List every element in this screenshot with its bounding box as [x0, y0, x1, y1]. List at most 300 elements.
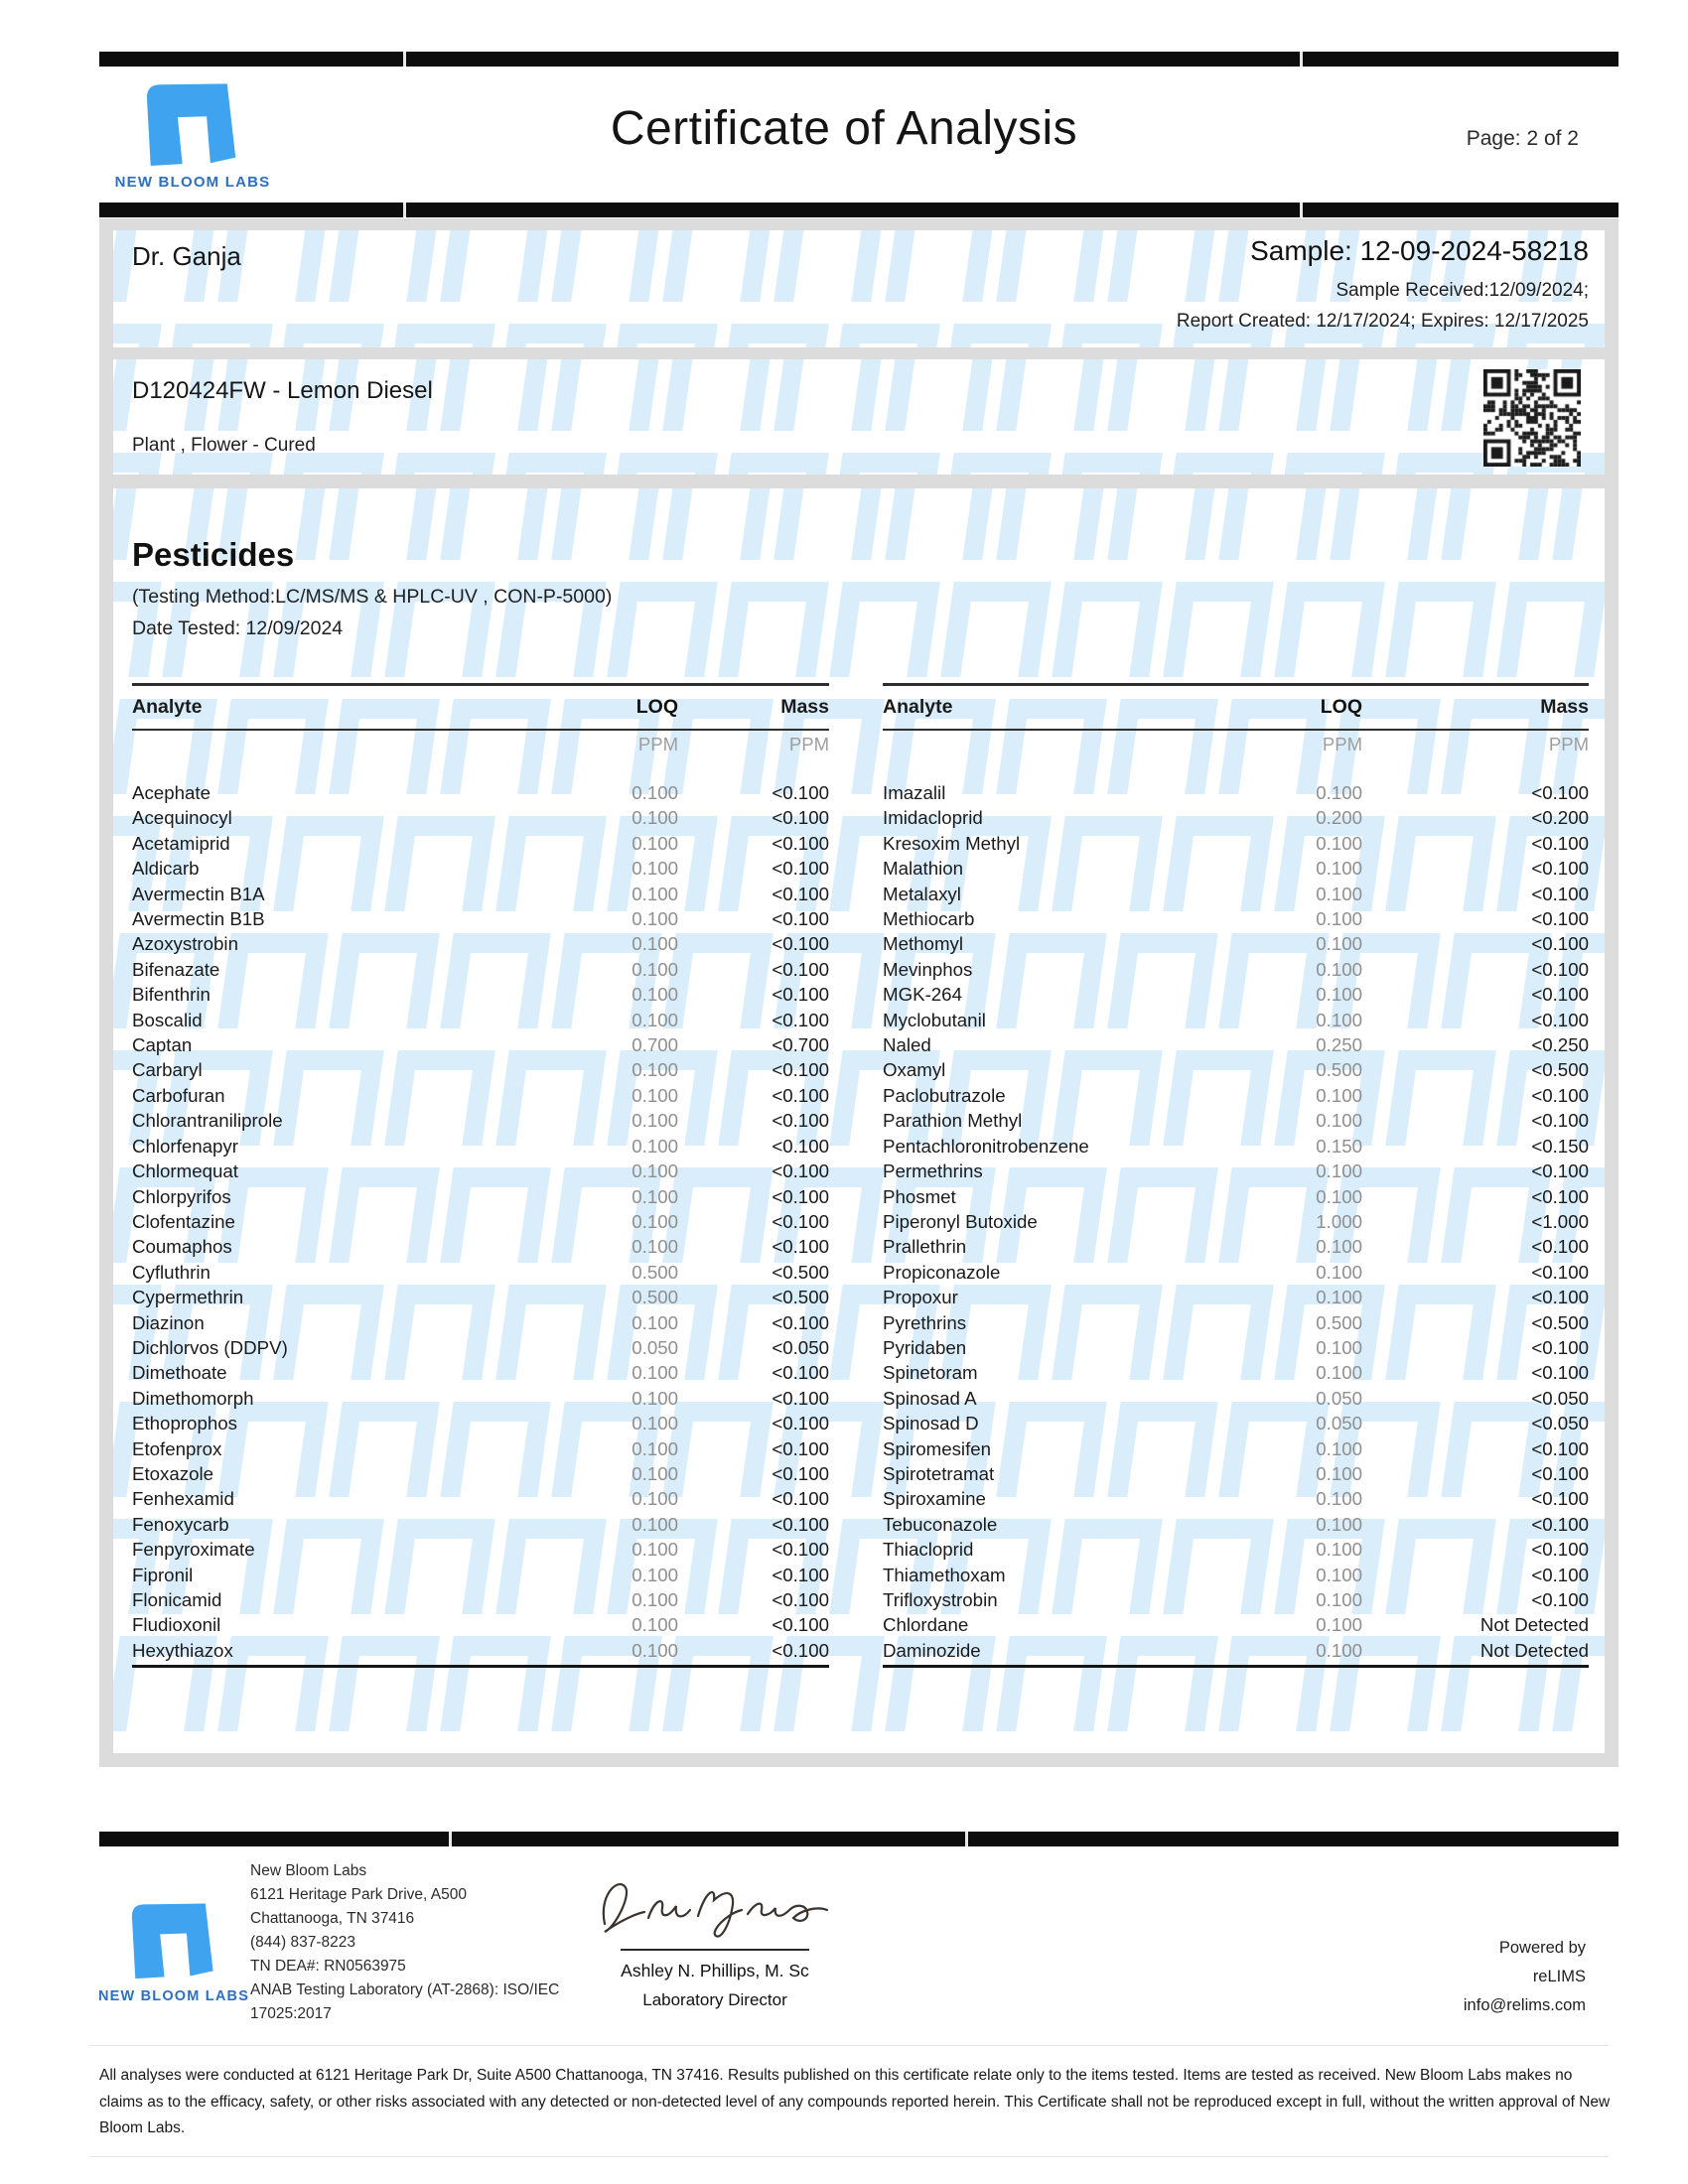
mass-cell: <0.100: [1531, 908, 1589, 930]
mass-cell: <0.100: [772, 958, 829, 980]
pesticide-row: [132, 1537, 829, 1562]
loq-cell: 0.100: [632, 1564, 678, 1585]
mass-cell: Not Detected: [1479, 1639, 1589, 1661]
pesticide-row: [132, 1184, 829, 1209]
pesticide-row: [132, 1134, 829, 1159]
analyte-cell: Spinetoram: [883, 1362, 978, 1384]
mass-cell: <0.050: [1531, 1387, 1589, 1409]
mass-cell: Not Detected: [1479, 1614, 1589, 1636]
loq-cell: 0.150: [1316, 1135, 1362, 1157]
analyte-cell: Mevinphos: [883, 958, 973, 980]
loq-cell: 0.100: [632, 1639, 678, 1661]
sample-received: Sample Received:12/09/2024;: [1336, 280, 1589, 301]
header-divider-bar: [99, 203, 1618, 217]
mass-cell: <0.100: [1531, 1362, 1589, 1384]
analyte-cell: Bifenthrin: [132, 984, 211, 1006]
mass-cell: <0.500: [772, 1287, 829, 1308]
loq-cell: 0.100: [1316, 782, 1362, 803]
section-header: [132, 536, 612, 640]
mass-cell: <0.100: [772, 984, 829, 1006]
mass-cell: <0.500: [772, 1261, 829, 1283]
mass-cell: <0.100: [772, 1462, 829, 1484]
loq-cell: 0.100: [1316, 1362, 1362, 1384]
pesticide-row: [883, 1159, 1589, 1183]
disclaimer-bottom-rule: [89, 2156, 1609, 2157]
analyte-cell: Clofentazine: [132, 1210, 235, 1232]
mass-cell: <0.100: [772, 908, 829, 930]
pesticide-row: [132, 1083, 829, 1108]
analyte-cell: Metalaxyl: [883, 883, 961, 904]
pesticide-row: [883, 831, 1589, 856]
footer-logo-caption: NEW BLOOM LABS: [97, 1988, 250, 2004]
loq-header: LOQ: [635, 696, 678, 718]
analyte-cell: Avermectin B1B: [132, 908, 265, 930]
analyte-cell: Thiacloprid: [883, 1539, 974, 1561]
mass-cell: <0.100: [1531, 1009, 1589, 1030]
analyte-cell: Acequinocyl: [132, 807, 232, 829]
mass-cell: <0.100: [772, 1236, 829, 1258]
analyte-cell: Fenoxycarb: [132, 1513, 229, 1535]
mass-header: Mass: [780, 696, 829, 718]
mass-cell: <0.100: [1531, 782, 1589, 803]
mass-cell: <0.100: [1531, 1287, 1589, 1308]
product-type: Plant , Flower - Cured: [132, 435, 316, 456]
pesticide-row: [132, 1436, 829, 1461]
pesticide-row: [132, 1638, 829, 1663]
analyte-cell: Chlordane: [883, 1614, 969, 1636]
analyte-cell: Coumaphos: [132, 1236, 232, 1258]
lab-info-line: New Bloom Labs: [250, 1862, 367, 1879]
loq-cell: 0.100: [632, 1059, 678, 1081]
loq-cell: 0.100: [632, 1614, 678, 1636]
analyte-cell: Spinosad A: [883, 1387, 977, 1409]
analyte-cell: Naled: [883, 1034, 931, 1056]
analyte-cell: Phosmet: [883, 1185, 956, 1207]
analyte-cell: Imazalil: [883, 782, 946, 803]
analyte-cell: Methiocarb: [883, 908, 975, 930]
mass-cell: <0.100: [772, 1589, 829, 1610]
loq-cell: 0.100: [1316, 1639, 1362, 1661]
loq-cell: 0.100: [632, 832, 678, 854]
loq-cell: 0.100: [1316, 933, 1362, 955]
analyte-cell: Methomyl: [883, 933, 964, 955]
analyte-cell: Etofenprox: [132, 1437, 222, 1459]
analyte-cell: Myclobutanil: [883, 1009, 986, 1030]
loq-cell: 0.100: [632, 1413, 678, 1434]
loq-cell: 0.100: [1316, 1185, 1362, 1207]
analyte-cell: Piperonyl Butoxide: [883, 1210, 1038, 1232]
mass-cell: <0.100: [772, 1564, 829, 1585]
analyte-cell: Avermectin B1A: [132, 883, 265, 904]
sample-id: Sample: 12-09-2024-58218: [1250, 235, 1589, 266]
analyte-cell: Acetamiprid: [132, 832, 230, 854]
loq-cell: 0.100: [1316, 1488, 1362, 1510]
loq-cell: 0.100: [632, 858, 678, 880]
loq-cell: 0.100: [632, 1462, 678, 1484]
signature-block: [586, 1866, 844, 2010]
loq-cell: 0.100: [632, 1185, 678, 1207]
pesticide-row: [132, 1234, 829, 1259]
pesticide-row: [883, 1083, 1589, 1108]
analyte-cell: Pyridaben: [883, 1336, 967, 1358]
pesticide-row: [132, 1486, 829, 1511]
powered-by-block: [1464, 1934, 1586, 2020]
pesticide-row: [883, 1486, 1589, 1511]
pesticide-row: [883, 1008, 1589, 1032]
loq-unit: PPM: [1322, 733, 1362, 754]
pesticide-row: [132, 1209, 829, 1234]
signature-icon: [591, 1866, 839, 1944]
lab-address-block: [250, 1859, 559, 2026]
mass-cell: <0.100: [1531, 1539, 1589, 1561]
logo-caption: NEW BLOOM LABS: [114, 174, 271, 191]
mass-cell: <0.250: [1531, 1034, 1589, 1056]
pesticide-row: [132, 856, 829, 881]
pesticide-row: [883, 1461, 1589, 1486]
analyte-cell: Dimethoate: [132, 1362, 227, 1384]
pesticide-row: [132, 1310, 829, 1335]
mass-cell: <0.100: [772, 1135, 829, 1157]
pesticide-row: [883, 1285, 1589, 1309]
qr-code: [1483, 369, 1581, 467]
footer-lab-logo: [84, 1894, 263, 2004]
mass-cell: <0.100: [1531, 958, 1589, 980]
loq-cell: 0.100: [1316, 1539, 1362, 1561]
mass-cell: <0.200: [1531, 807, 1589, 829]
loq-cell: 0.100: [1316, 832, 1362, 854]
pesticide-row: [883, 856, 1589, 881]
loq-unit: PPM: [637, 733, 678, 754]
loq-cell: 0.100: [1316, 1336, 1362, 1358]
analyte-cell: Propoxur: [883, 1287, 958, 1308]
pesticide-row: [132, 780, 829, 805]
analyte-cell: Hexythiazox: [132, 1639, 233, 1661]
analyte-cell: Parathion Methyl: [883, 1110, 1023, 1132]
loq-cell: 0.100: [632, 1084, 678, 1106]
analyte-cell: Fludioxonil: [132, 1614, 221, 1636]
mass-cell: <0.100: [772, 858, 829, 880]
client-sample-card: [113, 230, 1605, 347]
pesticide-row: [132, 1587, 829, 1612]
testing-method: (Testing Method:LC/MS/MS & HPLC-UV , CON-P-5000): [132, 586, 613, 608]
mass-cell: <0.500: [1531, 1311, 1589, 1333]
mass-cell: <0.100: [772, 1513, 829, 1535]
analyte-cell: Acephate: [132, 782, 211, 803]
mass-cell: <0.100: [1531, 1160, 1589, 1182]
pesticide-row: [883, 1587, 1589, 1612]
mass-cell: <0.050: [1531, 1413, 1589, 1434]
pesticide-row: [883, 1134, 1589, 1159]
loq-cell: 0.100: [632, 1210, 678, 1232]
pesticide-row: [132, 1612, 829, 1637]
page-number: Page: 2 of 2: [1466, 127, 1579, 150]
mass-cell: <0.100: [1531, 1336, 1589, 1358]
date-tested: Date Tested: 12/09/2024: [132, 617, 344, 639]
mass-cell: <0.100: [772, 883, 829, 904]
analyte-cell: Dimethomorph: [132, 1387, 254, 1409]
analyte-cell: Carbofuran: [132, 1084, 225, 1106]
analyte-cell: Spinosad D: [883, 1413, 979, 1434]
pesticide-row: [132, 1057, 829, 1082]
pesticide-row: [883, 1638, 1589, 1663]
pesticide-row: [883, 1512, 1589, 1537]
analyte-cell: Etoxazole: [132, 1462, 214, 1484]
analyte-cell: Oxamyl: [883, 1059, 946, 1081]
lab-info-line: Chattanooga, TN 37416: [250, 1910, 415, 1927]
mass-cell: <0.050: [772, 1336, 829, 1358]
pesticide-row: [132, 1032, 829, 1057]
loq-cell: 0.100: [632, 1589, 678, 1610]
loq-cell: 0.100: [632, 1513, 678, 1535]
analyte-cell: Chlorantraniliprole: [132, 1110, 283, 1132]
analyte-cell: Spiroxamine: [883, 1488, 986, 1510]
pesticide-row: [883, 1537, 1589, 1562]
pesticide-row: [883, 931, 1589, 956]
loq-cell: 0.100: [1316, 1614, 1362, 1636]
pesticide-row: [132, 831, 829, 856]
pesticide-row: [883, 1108, 1589, 1133]
loq-cell: 0.100: [1316, 1462, 1362, 1484]
analyte-cell: Bifenazate: [132, 958, 220, 980]
pesticide-row: [883, 805, 1589, 830]
mass-cell: <0.100: [772, 1539, 829, 1561]
analyte-cell: Flonicamid: [132, 1589, 222, 1610]
pesticide-row: [883, 1386, 1589, 1411]
pesticide-row: [132, 1335, 829, 1360]
analyte-cell: Chlorpyrifos: [132, 1185, 231, 1207]
analyte-cell: Aldicarb: [132, 858, 200, 880]
loq-cell: 0.100: [1316, 1287, 1362, 1308]
analyte-cell: Chlorfenapyr: [132, 1135, 238, 1157]
footer-divider-bar: [99, 1832, 1618, 1846]
pesticide-row: [883, 957, 1589, 982]
loq-cell: 0.500: [1316, 1059, 1362, 1081]
mass-cell: <0.100: [772, 1639, 829, 1661]
table-header-row: [883, 686, 1589, 729]
loq-cell: 0.100: [1316, 1110, 1362, 1132]
pesticides-table-left: [132, 683, 829, 1668]
loq-cell: 0.250: [1316, 1034, 1362, 1056]
loq-cell: 0.700: [632, 1034, 678, 1056]
loq-cell: 0.050: [632, 1336, 678, 1358]
pesticide-row: [883, 1310, 1589, 1335]
loq-cell: 0.100: [632, 782, 678, 803]
pesticide-row: [883, 1234, 1589, 1259]
loq-cell: 0.100: [1316, 1009, 1362, 1030]
loq-cell: 0.100: [632, 958, 678, 980]
pesticide-row: [883, 1436, 1589, 1461]
table-bottom-rule: [883, 1665, 1589, 1668]
mass-cell: <0.100: [1531, 1110, 1589, 1132]
content-panel: [99, 218, 1618, 1767]
loq-cell: 0.100: [1316, 1513, 1362, 1535]
mass-cell: <0.100: [1531, 1261, 1589, 1283]
powered-by-line: reLIMS: [1532, 1968, 1586, 1985]
pesticides-table-right: [883, 683, 1589, 1668]
pesticide-row: [883, 1411, 1589, 1435]
mass-cell: <0.100: [772, 782, 829, 803]
pesticide-row: [132, 906, 829, 931]
loq-cell: 0.100: [632, 883, 678, 904]
pesticide-row: [883, 1209, 1589, 1234]
pesticide-row: [132, 1285, 829, 1309]
analyte-cell: Daminozide: [883, 1639, 981, 1661]
loq-cell: 0.050: [1316, 1413, 1362, 1434]
units-row: [132, 731, 829, 757]
mass-unit: PPM: [788, 733, 829, 754]
new-bloom-labs-logo-icon: [123, 1894, 224, 1979]
analyte-cell: Thiamethoxam: [883, 1564, 1006, 1585]
pesticide-row: [132, 982, 829, 1007]
analyte-cell: Azoxystrobin: [132, 933, 238, 955]
loq-cell: 0.100: [1316, 908, 1362, 930]
pesticide-row: [883, 780, 1589, 805]
page-title: Certificate of Analysis: [610, 102, 1078, 155]
loq-cell: 0.200: [1316, 807, 1362, 829]
loq-cell: 0.100: [1316, 1437, 1362, 1459]
lab-info-line: 17025:2017: [250, 2005, 332, 2022]
sample-info-block: [1177, 235, 1589, 333]
analyte-cell: Carbaryl: [132, 1059, 203, 1081]
mass-cell: <0.100: [772, 1387, 829, 1409]
analyte-cell: Diazinon: [132, 1311, 205, 1333]
analyte-cell: Kresoxim Methyl: [883, 832, 1021, 854]
analyte-cell: Trifloxystrobin: [883, 1589, 998, 1610]
loq-cell: 0.100: [632, 1009, 678, 1030]
mass-cell: <0.100: [772, 1614, 829, 1636]
mass-cell: <0.100: [1531, 1236, 1589, 1258]
pesticide-row: [883, 1260, 1589, 1285]
mass-cell: <0.100: [772, 1413, 829, 1434]
mass-cell: <0.100: [1531, 858, 1589, 880]
analyte-cell: Cypermethrin: [132, 1287, 244, 1308]
loq-cell: 0.100: [1316, 1160, 1362, 1182]
analyte-cell: Boscalid: [132, 1009, 203, 1030]
product-card: [113, 359, 1605, 475]
mass-cell: <0.100: [772, 1110, 829, 1132]
analyte-cell: Paclobutrazole: [883, 1084, 1006, 1106]
analyte-cell: Tebuconazole: [883, 1513, 998, 1535]
mass-cell: <0.100: [1531, 1185, 1589, 1207]
loq-cell: 0.100: [1316, 1564, 1362, 1585]
loq-cell: 0.100: [632, 1236, 678, 1258]
pesticide-row: [883, 982, 1589, 1007]
analyte-cell: Spiromesifen: [883, 1437, 992, 1459]
pesticide-row: [883, 1057, 1589, 1082]
pesticide-row: [132, 1159, 829, 1183]
loq-cell: 0.500: [1316, 1311, 1362, 1333]
mass-cell: <0.100: [772, 1059, 829, 1081]
mass-cell: <0.100: [772, 1210, 829, 1232]
pesticide-row: [132, 1512, 829, 1537]
mass-cell: <0.100: [772, 1084, 829, 1106]
loq-cell: 0.500: [632, 1287, 678, 1308]
loq-cell: 0.100: [632, 1135, 678, 1157]
loq-cell: 0.100: [632, 984, 678, 1006]
loq-cell: 0.100: [632, 1488, 678, 1510]
mass-cell: <0.100: [772, 1185, 829, 1207]
loq-cell: 0.100: [1316, 1236, 1362, 1258]
analyte-cell: Pyrethrins: [883, 1311, 967, 1333]
table-bottom-rule: [132, 1665, 829, 1668]
loq-cell: 0.100: [632, 1110, 678, 1132]
mass-cell: <0.100: [1531, 883, 1589, 904]
pesticide-row: [883, 1612, 1589, 1637]
pesticide-row: [132, 1360, 829, 1385]
analyte-cell: Imidacloprid: [883, 807, 983, 829]
loq-cell: 0.100: [632, 908, 678, 930]
analyte-cell: Fipronil: [132, 1564, 194, 1585]
loq-cell: 0.100: [632, 807, 678, 829]
mass-cell: <0.100: [1531, 1437, 1589, 1459]
loq-cell: 0.100: [1316, 1589, 1362, 1610]
loq-cell: 0.050: [1316, 1387, 1362, 1409]
mass-cell: <0.100: [772, 807, 829, 829]
mass-cell: <0.100: [1531, 832, 1589, 854]
pesticide-row: [132, 1008, 829, 1032]
analyte-cell: Prallethrin: [883, 1236, 967, 1258]
analyte-cell: Cyfluthrin: [132, 1261, 211, 1283]
loq-cell: 0.100: [632, 1311, 678, 1333]
analyte-cell: Ethoprophos: [132, 1413, 237, 1434]
analyte-cell: Malathion: [883, 858, 964, 880]
loq-cell: 0.500: [632, 1261, 678, 1283]
pesticide-row: [883, 1335, 1589, 1360]
pesticide-row: [132, 1411, 829, 1435]
loq-cell: 0.100: [632, 1160, 678, 1182]
powered-by-line: info@relims.com: [1463, 1996, 1586, 2014]
mass-unit: PPM: [1548, 733, 1589, 754]
mass-cell: <0.100: [1531, 1589, 1589, 1610]
section-title: Pesticides: [132, 536, 295, 573]
loq-cell: 1.000: [1316, 1210, 1362, 1232]
mass-cell: <0.100: [772, 1362, 829, 1384]
analyte-cell: Propiconazole: [883, 1261, 1001, 1283]
units-row: [883, 731, 1589, 757]
pesticide-row: [883, 1360, 1589, 1385]
top-divider-bar: [99, 52, 1618, 67]
mass-cell: <0.100: [772, 1160, 829, 1182]
pesticide-row: [132, 1563, 829, 1587]
disclaimer-text: All analyses were conducted at 6121 Heritage Park Dr, Suite A500 Chattanooga, TN 37416. Results published on this certificate relate only to the items tested. Items are tested as received. New Bloom Labs makes no claims as to the efficacy, safety, or other risks associated with any detected or non-detected level of any compounds reported herein. This Certificate shall not be reproduced except in full, without the written approval of New Bloom Labs.: [99, 2067, 1611, 2136]
mass-cell: <0.100: [772, 832, 829, 854]
mass-cell: <0.100: [1531, 1488, 1589, 1510]
mass-cell: <0.100: [1531, 933, 1589, 955]
loq-cell: 0.100: [1316, 1084, 1362, 1106]
loq-cell: 0.100: [632, 1387, 678, 1409]
report-dates: Report Created: 12/17/2024; Expires: 12/17/2025: [1176, 311, 1589, 332]
mass-cell: <0.100: [1531, 1564, 1589, 1585]
mass-cell: <0.100: [1531, 1462, 1589, 1484]
mass-cell: <0.100: [1531, 1513, 1589, 1535]
loq-cell: 0.100: [1316, 984, 1362, 1006]
loq-cell: 0.100: [1316, 1261, 1362, 1283]
analyte-cell: MGK-264: [883, 984, 962, 1006]
product-id-name: D120424FW - Lemon Diesel: [132, 377, 433, 404]
loq-cell: 0.100: [632, 933, 678, 955]
signatory-name: Ashley N. Phillips, M. Sc: [621, 1961, 809, 1980]
analyte-cell: Dichlorvos (DDPV): [132, 1336, 288, 1358]
pesticide-row: [132, 1461, 829, 1486]
loq-header: LOQ: [1320, 696, 1362, 718]
pesticide-row: [883, 1032, 1589, 1057]
powered-by-line: Powered by: [1498, 1939, 1586, 1957]
mass-cell: <0.100: [772, 1009, 829, 1030]
pesticide-row: [132, 882, 829, 906]
lab-info-line: 6121 Heritage Park Drive, A500: [250, 1886, 467, 1903]
pesticide-row: [883, 882, 1589, 906]
loq-cell: 0.100: [632, 1437, 678, 1459]
